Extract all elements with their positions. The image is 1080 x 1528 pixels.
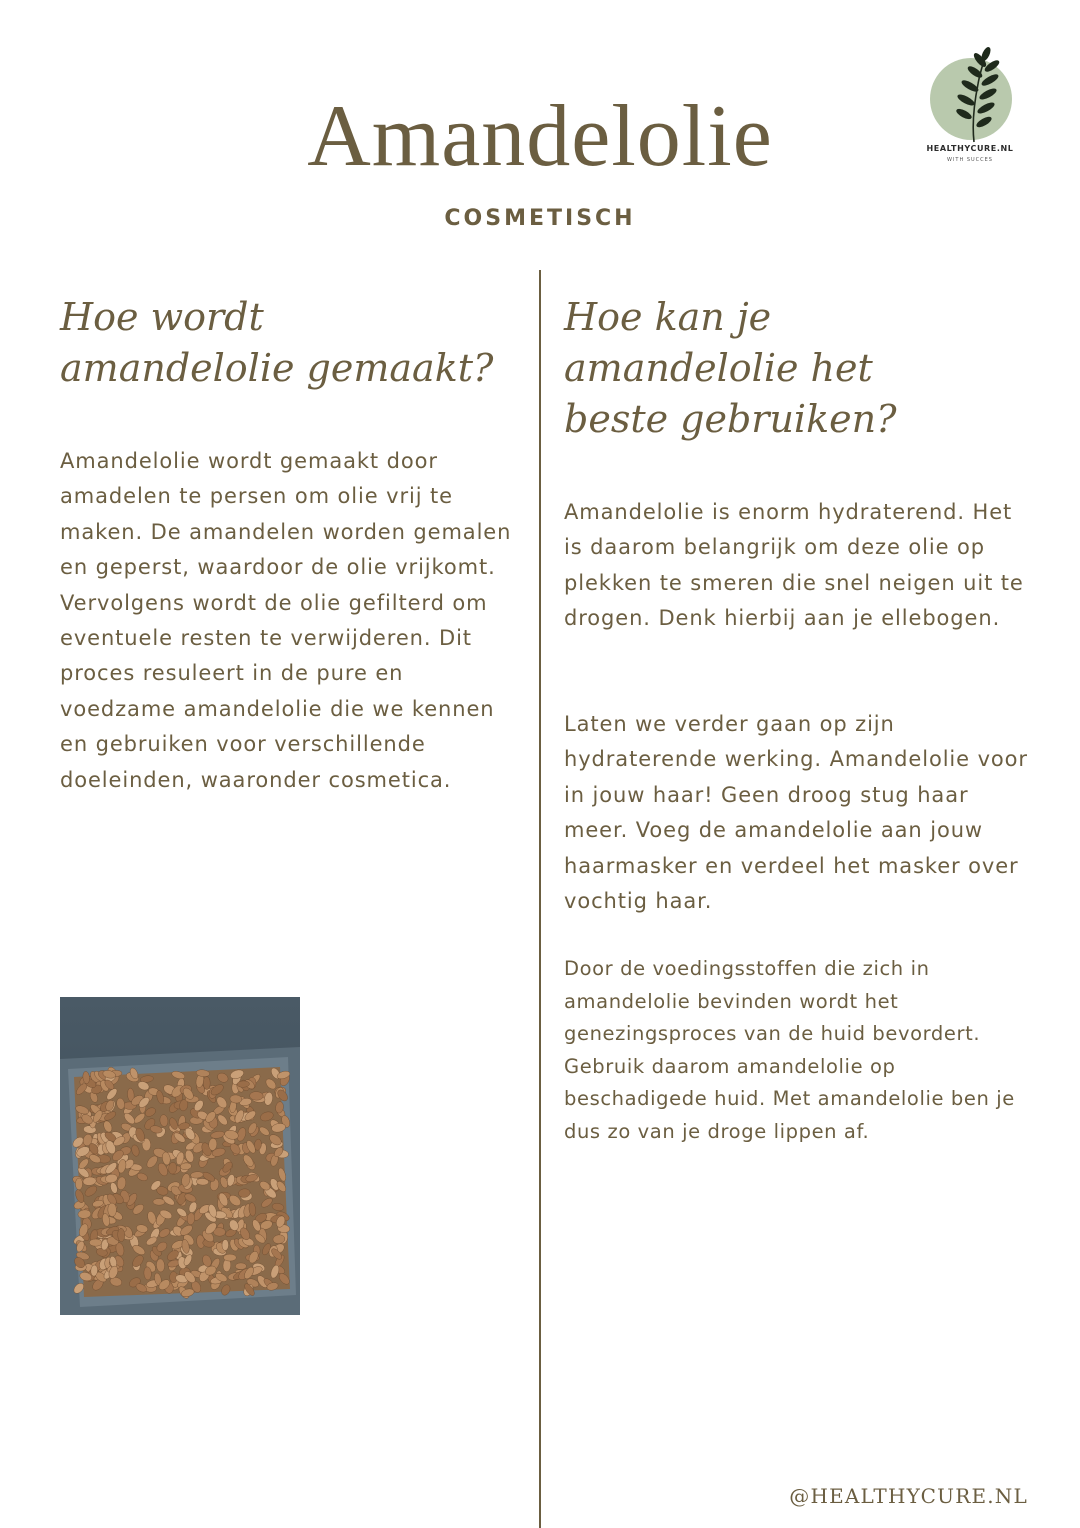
- right-paragraph-1: Amandelolie is enorm hydraterend. Het is daarom belangrijk om deze olie op plekken te smeren die snel neigen uit te drogen. Denk hierbij aan je ellebogen.: [564, 500, 1024, 631]
- logo-brand-name: HEALTHYCURE.NL: [926, 144, 1014, 153]
- page-subtitle: COSMETISCH: [444, 206, 636, 231]
- right-paragraph-2: Laten we verder gaan op zijn hydraterende werking. Amandelolie voor in jouw haar! Geen droog stug haar meer. Voeg de amandelolie aan jouw haarmasker en verdeel het masker over vochtig haar.: [564, 712, 1028, 914]
- logo-tagline: WITH SUCCES: [947, 157, 993, 163]
- right-paragraph-3: Door de voedingsstoffen die zich in amandelolie bevinden wordt het genezingsproces van de huid bevordert. Gebruik daarom amandelolie op beschadigede huid. Met amandelolie ben je dus zo van je droge lippen af.: [564, 957, 1015, 1143]
- column-divider: [539, 270, 541, 1528]
- social-handle: @HEALTHYCURE.NL: [789, 1484, 1028, 1508]
- almonds-photo: [60, 997, 300, 1315]
- almond: [224, 1254, 237, 1261]
- almond: [108, 1203, 117, 1217]
- page-title: Amandelolie: [307, 88, 773, 185]
- almond: [235, 1263, 246, 1270]
- almond: [203, 1076, 210, 1089]
- left-body: Amandelolie wordt gemaakt door amadelen te persen om olie vrij te maken. De amandelen worden gemalen en geperst, waardoor de olie vrijkomt. Vervolgens wordt de olie gefilterd om eventuele resten te verwijderen. Dit proces resuleert in de pure en voedzame amandelolie die we kennen en gebruiken voor verschillende doeleinden, waaronder cosmetica.: [60, 449, 512, 792]
- left-heading: Hoe wordt amandelolie gemaakt?: [60, 295, 494, 390]
- brand-logo: [918, 44, 1022, 168]
- almond: [89, 1239, 102, 1246]
- plant-branch-icon: [934, 44, 1010, 144]
- almond: [75, 1178, 82, 1190]
- right-heading: Hoe kan je amandelolie het beste gebruiken?: [564, 295, 897, 441]
